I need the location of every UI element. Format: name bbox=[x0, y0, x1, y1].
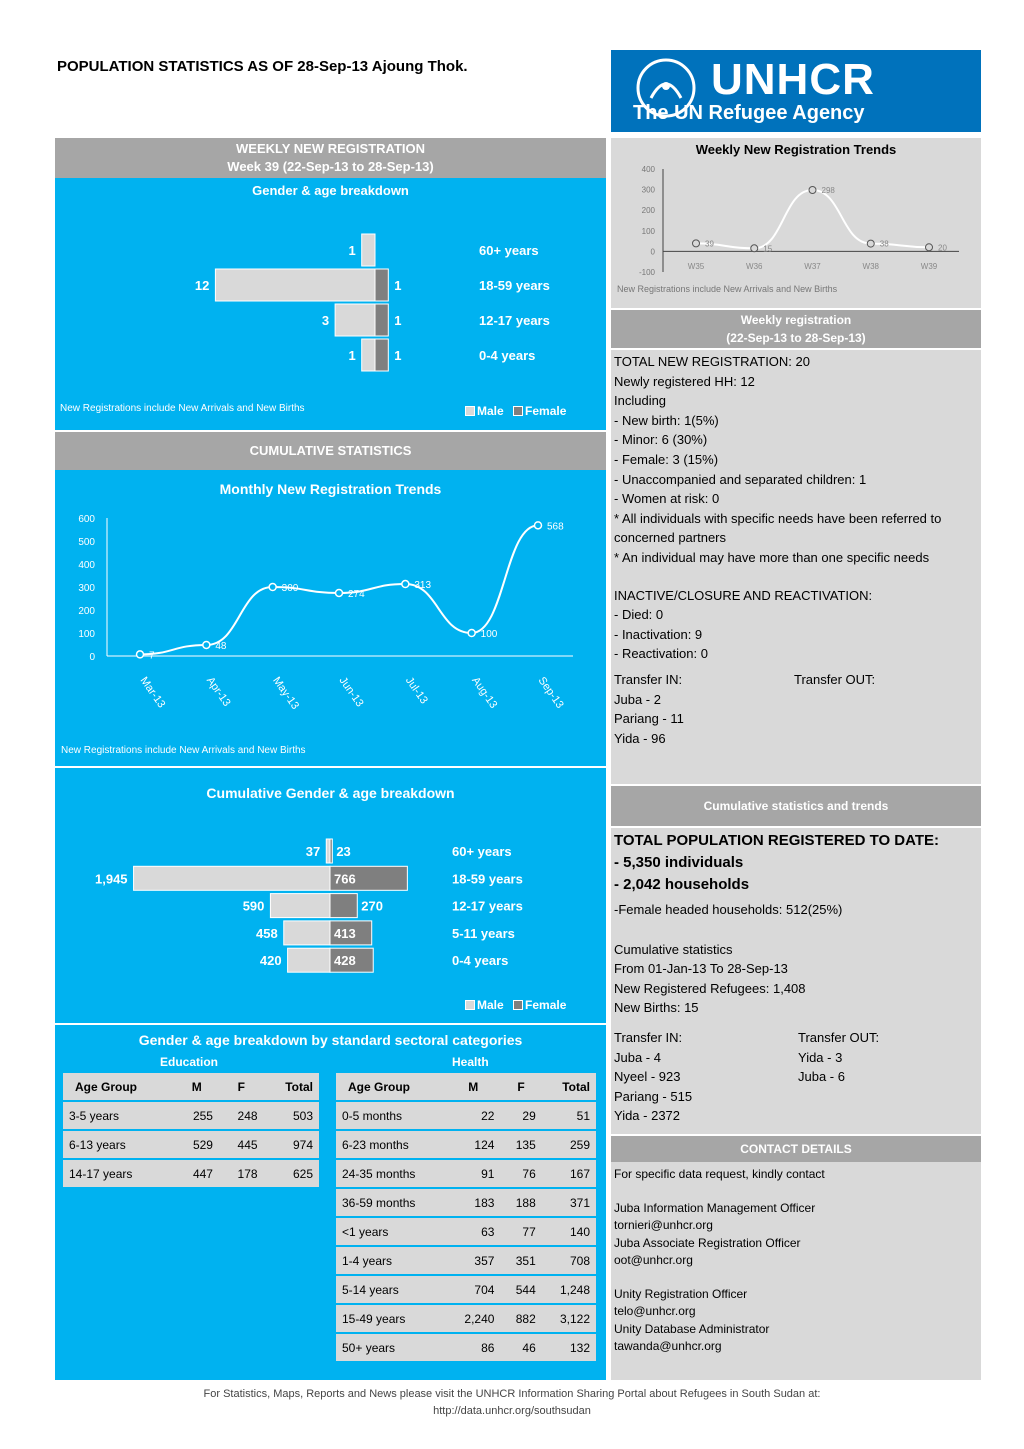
weekly-registration-line: - New birth: 1(5%) bbox=[614, 412, 719, 428]
cumulative-transfer-out bbox=[798, 1028, 879, 1087]
table-cell: 76 bbox=[500, 1160, 541, 1189]
weekly-registration-line: - Minor: 6 (30%) bbox=[614, 432, 708, 448]
weekly-registration-line: - Female: 3 (15%) bbox=[614, 451, 719, 467]
table-header-cell: M bbox=[446, 1073, 500, 1102]
x-tick-label: Jun-13 bbox=[336, 674, 366, 710]
table-row bbox=[336, 1131, 596, 1160]
male-bar bbox=[270, 894, 330, 918]
weekly-line-chart bbox=[611, 138, 981, 308]
monthly-title: Monthly New Registration Trends bbox=[219, 481, 442, 497]
table-cell: 248 bbox=[219, 1102, 264, 1131]
age-group-label: 18-59 years bbox=[452, 871, 523, 887]
sectoral-panel bbox=[55, 1025, 606, 1380]
table-header-cell: Total bbox=[542, 1073, 596, 1102]
weekly-point bbox=[926, 244, 933, 251]
unhcr-logo bbox=[611, 50, 981, 132]
legend-male: Male bbox=[477, 998, 504, 1012]
contact-email[interactable]: tawanda@unhcr.org bbox=[614, 1339, 722, 1353]
weekly-breakdown-panel bbox=[55, 178, 606, 430]
male-value-label: 12 bbox=[194, 278, 210, 293]
table-cell: 544 bbox=[500, 1276, 541, 1305]
transfer-in-item: Pariang - 515 bbox=[614, 1088, 693, 1104]
male-value-label: 1,945 bbox=[95, 871, 128, 887]
table-header-cell: F bbox=[500, 1073, 541, 1102]
weekly-week-label: Week 39 (22-Sep-13 to 28-Sep-13) bbox=[227, 159, 434, 174]
male-value-label: 590 bbox=[242, 898, 265, 914]
total-households: - 2,042 households bbox=[614, 876, 750, 893]
education-table bbox=[63, 1073, 319, 1189]
weekly-point bbox=[693, 240, 700, 247]
table-cell: 447 bbox=[174, 1160, 219, 1189]
monthly-point bbox=[336, 589, 343, 596]
male-bar bbox=[362, 234, 375, 266]
female-value-label: 1 bbox=[394, 278, 402, 293]
cumulative-breakdown-panel bbox=[55, 768, 606, 1023]
monthly-point bbox=[402, 581, 409, 588]
table-cell: 2,240 bbox=[446, 1305, 500, 1334]
table-cell: 974 bbox=[264, 1131, 319, 1160]
legend-female: Female bbox=[525, 404, 567, 418]
table-header-row bbox=[63, 1073, 319, 1102]
table-row bbox=[336, 1189, 596, 1218]
table-cell: 3-5 years bbox=[63, 1102, 174, 1131]
table-cell: 0-5 months bbox=[336, 1102, 446, 1131]
weekly-registration-dates: (22-Sep-13 to 28-Sep-13) bbox=[726, 331, 866, 345]
monthly-note: New Registrations include New Arrivals and New Births bbox=[61, 745, 306, 756]
table-cell: 625 bbox=[264, 1160, 319, 1189]
table-row bbox=[63, 1131, 319, 1160]
inactive-line: INACTIVE/CLOSURE AND REACTIVATION: bbox=[614, 587, 873, 603]
female-bar bbox=[330, 839, 332, 863]
table-header-cell: Total bbox=[264, 1073, 319, 1102]
y-tick-label: 400 bbox=[641, 165, 655, 174]
table-cell: 183 bbox=[446, 1189, 500, 1218]
table-row bbox=[336, 1247, 596, 1276]
age-group-label: 60+ years bbox=[479, 243, 539, 258]
table-cell: 63 bbox=[446, 1218, 500, 1247]
x-tick-label: W35 bbox=[687, 262, 705, 271]
table-cell: 51 bbox=[542, 1102, 596, 1131]
weekly-note: New Registrations include New Arrivals and New Births bbox=[60, 403, 305, 414]
male-bar bbox=[134, 866, 330, 890]
female-value-label: 23 bbox=[336, 844, 351, 859]
weekly-registration-line: TOTAL NEW REGISTRATION: 20 bbox=[614, 354, 810, 369]
table-cell: 6-13 years bbox=[63, 1131, 174, 1160]
age-group-label: 60+ years bbox=[452, 844, 512, 859]
male-value-label: 1 bbox=[348, 243, 356, 258]
monthly-data-label: 7 bbox=[149, 650, 155, 662]
x-tick-label: Mar-13 bbox=[137, 674, 168, 711]
weekly-registration-lines bbox=[614, 352, 978, 568]
male-bar bbox=[215, 269, 375, 301]
weekly-data-label: 15 bbox=[763, 244, 773, 254]
contact-group bbox=[614, 1200, 978, 1270]
transfer-in-item: Nyeel - 923 bbox=[614, 1069, 681, 1085]
logo-name: UNHCR bbox=[711, 55, 875, 104]
y-tick-label: 500 bbox=[78, 537, 95, 548]
total-population-title: TOTAL POPULATION REGISTERED TO DATE: bbox=[614, 832, 940, 849]
table-cell: 882 bbox=[500, 1305, 541, 1334]
table-cell: 124 bbox=[446, 1131, 500, 1160]
cumulative-breakdown-title: Cumulative Gender & age breakdown bbox=[206, 785, 455, 801]
weekly-data-label: 39 bbox=[705, 239, 714, 249]
transfer-in-list bbox=[614, 690, 684, 749]
table-cell: 5-14 years bbox=[336, 1276, 446, 1305]
cumulative-trends-header: Cumulative statistics and trends bbox=[611, 786, 981, 826]
cumulative-header: CUMULATIVE STATISTICS bbox=[55, 432, 606, 470]
cumulative-trends-panel bbox=[611, 828, 981, 1134]
female-value-label: 766 bbox=[334, 871, 356, 887]
transfer-in-item: Yida - 96 bbox=[614, 730, 666, 746]
y-tick-label: 100 bbox=[641, 226, 655, 236]
table-cell: 371 bbox=[542, 1189, 596, 1218]
male-value-label: 458 bbox=[256, 925, 278, 941]
table-header-cell: Age Group bbox=[63, 1073, 174, 1102]
table-cell: 445 bbox=[219, 1131, 264, 1160]
cumulative-transfer-out-list bbox=[798, 1048, 879, 1087]
male-bar bbox=[362, 339, 375, 371]
cumulative-stat-line: Cumulative statistics bbox=[614, 941, 733, 957]
table-cell: 22 bbox=[446, 1102, 500, 1131]
male-bar bbox=[288, 948, 330, 972]
transfer-in-item: Pariang - 11 bbox=[614, 711, 684, 727]
monthly-panel bbox=[55, 470, 606, 766]
cumulative-pyramid-chart bbox=[55, 768, 606, 1023]
table-cell: 255 bbox=[174, 1102, 219, 1131]
legend-male-swatch bbox=[465, 1000, 475, 1010]
x-tick-label: Apr-13 bbox=[203, 674, 233, 709]
table-row bbox=[336, 1305, 596, 1334]
table-row bbox=[336, 1334, 596, 1363]
inactive-lines bbox=[614, 586, 978, 664]
transfer-out-item: Juba - 6 bbox=[798, 1069, 845, 1085]
transfer-out-item: Yida - 3 bbox=[798, 1049, 843, 1065]
weekly-transfers bbox=[614, 670, 978, 750]
weekly-point bbox=[751, 245, 758, 252]
contact-email[interactable]: oot@unhcr.org bbox=[614, 1253, 693, 1267]
y-tick-label: -100 bbox=[638, 268, 655, 277]
contact-groups bbox=[614, 1200, 978, 1356]
table-header-cell: Age Group bbox=[336, 1073, 446, 1102]
table-cell: 132 bbox=[542, 1334, 596, 1363]
weekly-pyramid-chart bbox=[55, 178, 606, 430]
table-cell: 24-35 months bbox=[336, 1160, 446, 1189]
table-cell: 178 bbox=[219, 1160, 264, 1189]
weekly-registration-line: * All individuals with specific needs have been referred to concerned partners bbox=[614, 510, 942, 546]
inactive-line: - Inactivation: 9 bbox=[614, 626, 703, 642]
contact-email[interactable]: telo@unhcr.org bbox=[614, 1304, 696, 1318]
age-group-label: 12-17 years bbox=[452, 898, 523, 914]
table-cell: 6-23 months bbox=[336, 1131, 446, 1160]
contact-header: CONTACT DETAILS bbox=[611, 1136, 981, 1162]
y-tick-label: 100 bbox=[78, 629, 95, 640]
legend-female-swatch bbox=[513, 406, 523, 416]
monthly-point bbox=[203, 641, 210, 648]
contact-role: Unity Database Administrator bbox=[614, 1321, 770, 1336]
table-cell: 14-17 years bbox=[63, 1160, 174, 1189]
table-header-cell: F bbox=[219, 1073, 264, 1102]
total-individuals: - 5,350 individuals bbox=[614, 854, 744, 871]
x-tick-label: W39 bbox=[920, 262, 938, 271]
monthly-point bbox=[137, 651, 144, 658]
table-cell: 1,248 bbox=[542, 1276, 596, 1305]
weekly-point bbox=[867, 240, 874, 247]
weekly-section-title: WEEKLY NEW REGISTRATION bbox=[236, 141, 425, 156]
table-cell: 167 bbox=[542, 1160, 596, 1189]
table-cell: 503 bbox=[264, 1102, 319, 1131]
cumulative-stat-line: New Registered Refugees: 1,408 bbox=[614, 980, 806, 996]
contact-group bbox=[614, 1286, 978, 1356]
age-group-label: 0-4 years bbox=[452, 953, 509, 969]
y-tick-label: 0 bbox=[89, 652, 95, 663]
table-cell: 259 bbox=[542, 1131, 596, 1160]
x-tick-label: May-13 bbox=[270, 674, 302, 712]
table-cell: 91 bbox=[446, 1160, 500, 1189]
table-cell: 50+ years bbox=[336, 1334, 446, 1363]
legend-male: Male bbox=[477, 404, 504, 418]
transfer-in-item: Yida - 2372 bbox=[614, 1108, 681, 1124]
table-row bbox=[336, 1102, 596, 1131]
male-value-label: 3 bbox=[321, 313, 330, 328]
table-cell: 704 bbox=[446, 1276, 500, 1305]
cumulative-transfers bbox=[614, 1028, 978, 1128]
table-cell: 36-59 months bbox=[336, 1189, 446, 1218]
contact-role: Unity Registration Officer bbox=[614, 1286, 748, 1301]
table-row bbox=[336, 1160, 596, 1189]
sectoral-title: Gender & age breakdown by standard sectoral categories bbox=[138, 1032, 523, 1048]
table-row bbox=[336, 1218, 596, 1247]
male-bar bbox=[284, 921, 330, 945]
table-cell: 1-4 years bbox=[336, 1247, 446, 1276]
legend-male-swatch bbox=[465, 406, 475, 416]
table-cell: 77 bbox=[500, 1218, 541, 1247]
logo-tagline: The UN Refugee Agency bbox=[633, 102, 865, 124]
weekly-registration-panel bbox=[611, 350, 981, 784]
weekly-registration-line: * An individual may have more than one specific needs bbox=[614, 549, 930, 565]
page-title: POPULATION STATISTICS AS OF 28-Sep-13 Ajoung Thok. bbox=[57, 58, 468, 75]
age-group-label: 0-4 years bbox=[479, 348, 536, 363]
table-row bbox=[63, 1102, 319, 1131]
cumulative-transfer-in-title: Transfer IN: bbox=[614, 1029, 683, 1045]
weekly-legend bbox=[465, 404, 566, 418]
female-value-label: 1 bbox=[394, 348, 402, 363]
monthly-point bbox=[269, 584, 276, 591]
monthly-data-label: 274 bbox=[348, 588, 365, 600]
weekly-breakdown-title: Gender & age breakdown bbox=[252, 183, 409, 198]
transfer-in-item: Juba - 2 bbox=[614, 691, 661, 707]
table-header-row bbox=[336, 1073, 596, 1102]
female-bar bbox=[375, 339, 388, 371]
footer-text: For Statistics, Maps, Reports and News please visit the UNHCR Information Sharing Portal about Refugees in South Sudan at: bbox=[203, 1388, 821, 1400]
female-value-label: 1 bbox=[394, 313, 402, 328]
table-cell: 15-49 years bbox=[336, 1305, 446, 1334]
weekly-data-label: 20 bbox=[938, 243, 947, 253]
transfer-out-title: Transfer OUT: bbox=[794, 671, 876, 687]
table-cell: 3,122 bbox=[542, 1305, 596, 1334]
female-value-label: 413 bbox=[334, 925, 356, 941]
table-cell: 86 bbox=[446, 1334, 500, 1363]
female-value-label: 270 bbox=[361, 898, 383, 914]
education-label: Education bbox=[160, 1055, 219, 1069]
contact-role: Juba Associate Registration Officer bbox=[614, 1235, 801, 1250]
cumulative-transfer-in-list bbox=[614, 1048, 692, 1126]
weekly-registration-line: - Women at risk: 0 bbox=[614, 491, 720, 507]
y-tick-label: 0 bbox=[650, 247, 655, 257]
table-cell: 29 bbox=[500, 1102, 541, 1131]
y-tick-label: 400 bbox=[78, 560, 95, 571]
inactive-line: - Died: 0 bbox=[614, 607, 664, 623]
cumulative-stats-lines bbox=[614, 940, 978, 1018]
weekly-registration-title: Weekly registration bbox=[740, 313, 852, 327]
weekly-point bbox=[809, 187, 816, 194]
health-label: Health bbox=[452, 1055, 489, 1069]
y-tick-label: 600 bbox=[78, 514, 95, 525]
cumulative-transfer-in bbox=[614, 1028, 692, 1126]
cumulative-transfer-out-title: Transfer OUT: bbox=[798, 1029, 880, 1045]
y-tick-label: 200 bbox=[78, 606, 95, 617]
table-row bbox=[336, 1276, 596, 1305]
contact-email[interactable]: tornieri@unhcr.org bbox=[614, 1218, 713, 1232]
weekly-data-label: 298 bbox=[821, 186, 835, 196]
contact-role: Juba Information Management Officer bbox=[614, 1200, 816, 1215]
weekly-series-line bbox=[696, 190, 929, 248]
weekly-registration-line: Including bbox=[614, 393, 667, 409]
female-bar bbox=[375, 269, 388, 301]
table-cell: 529 bbox=[174, 1131, 219, 1160]
weekly-trends-panel bbox=[611, 138, 981, 308]
table-cell: 135 bbox=[500, 1131, 541, 1160]
table-cell: 140 bbox=[542, 1218, 596, 1247]
male-value-label: 37 bbox=[305, 844, 321, 859]
table-cell: 46 bbox=[500, 1334, 541, 1363]
weekly-registration-line: Newly registered HH: 12 bbox=[614, 373, 755, 389]
monthly-line-chart bbox=[55, 470, 606, 766]
female-headed-households: -Female headed households: 512(25%) bbox=[614, 902, 843, 917]
weekly-trends-note: New Registrations include New Arrivals and New Births bbox=[617, 284, 838, 294]
monthly-data-label: 313 bbox=[414, 580, 432, 592]
cumulative-stat-line: From 01-Jan-13 To 28-Sep-13 bbox=[614, 961, 788, 977]
female-value-label: 428 bbox=[334, 953, 356, 969]
x-tick-label: W36 bbox=[746, 262, 763, 271]
age-group-label: 5-11 years bbox=[452, 925, 515, 941]
x-tick-label: Aug-13 bbox=[469, 674, 500, 711]
female-bar bbox=[375, 304, 388, 336]
y-tick-label: 300 bbox=[78, 583, 95, 594]
monthly-data-label: 48 bbox=[215, 640, 227, 652]
legend-female-swatch bbox=[513, 1000, 523, 1010]
age-group-label: 12-17 years bbox=[479, 313, 550, 328]
male-value-label: 1 bbox=[348, 348, 356, 363]
age-group-label: 18-59 years bbox=[479, 278, 550, 293]
weekly-transfer-in bbox=[614, 670, 684, 748]
contact-panel bbox=[611, 1162, 981, 1380]
transfer-in-item: Juba - 4 bbox=[614, 1049, 661, 1065]
female-bar bbox=[330, 894, 357, 918]
table-cell: 188 bbox=[500, 1189, 541, 1218]
male-value-label: 420 bbox=[259, 953, 282, 969]
table-cell: <1 years bbox=[336, 1218, 446, 1247]
monthly-data-label: 300 bbox=[281, 583, 299, 594]
male-bar bbox=[335, 304, 375, 336]
x-tick-label: Jul-13 bbox=[402, 674, 430, 707]
male-bar bbox=[326, 839, 330, 863]
cumulative-stat-line: New Births: 15 bbox=[614, 1000, 699, 1016]
y-tick-label: 200 bbox=[641, 206, 655, 216]
weekly-registration-line: - Unaccompanied and separated children: 1 bbox=[614, 471, 867, 487]
weekly-data-label: 38 bbox=[879, 239, 889, 249]
weekly-trends-title: Weekly New Registration Trends bbox=[695, 142, 897, 157]
x-tick-label: W37 bbox=[804, 262, 821, 271]
transfer-in-title: Transfer IN: bbox=[614, 671, 683, 687]
monthly-data-label: 100 bbox=[480, 629, 498, 640]
monthly-data-label: 568 bbox=[547, 521, 564, 533]
weekly-registration-header bbox=[611, 310, 981, 348]
legend-female: Female bbox=[525, 998, 567, 1012]
table-cell: 708 bbox=[542, 1247, 596, 1276]
footer-link[interactable]: http://data.unhcr.org/southsudan bbox=[433, 1405, 591, 1417]
inactive-line: - Reactivation: 0 bbox=[614, 646, 708, 662]
monthly-point bbox=[468, 630, 475, 637]
table-header-cell: M bbox=[174, 1073, 219, 1102]
y-tick-label: 300 bbox=[641, 185, 655, 195]
table-cell: 357 bbox=[446, 1247, 500, 1276]
x-tick-label: W38 bbox=[862, 262, 879, 271]
x-tick-label: Sep-13 bbox=[535, 674, 566, 711]
contact-intro: For specific data request, kindly contact bbox=[614, 1167, 825, 1181]
footer bbox=[0, 1386, 1024, 1420]
monthly-point bbox=[535, 522, 542, 529]
cumulative-legend bbox=[465, 998, 566, 1012]
table-row bbox=[63, 1160, 319, 1189]
table-cell: 351 bbox=[500, 1247, 541, 1276]
weekly-header bbox=[55, 138, 606, 178]
health-table bbox=[336, 1073, 596, 1363]
